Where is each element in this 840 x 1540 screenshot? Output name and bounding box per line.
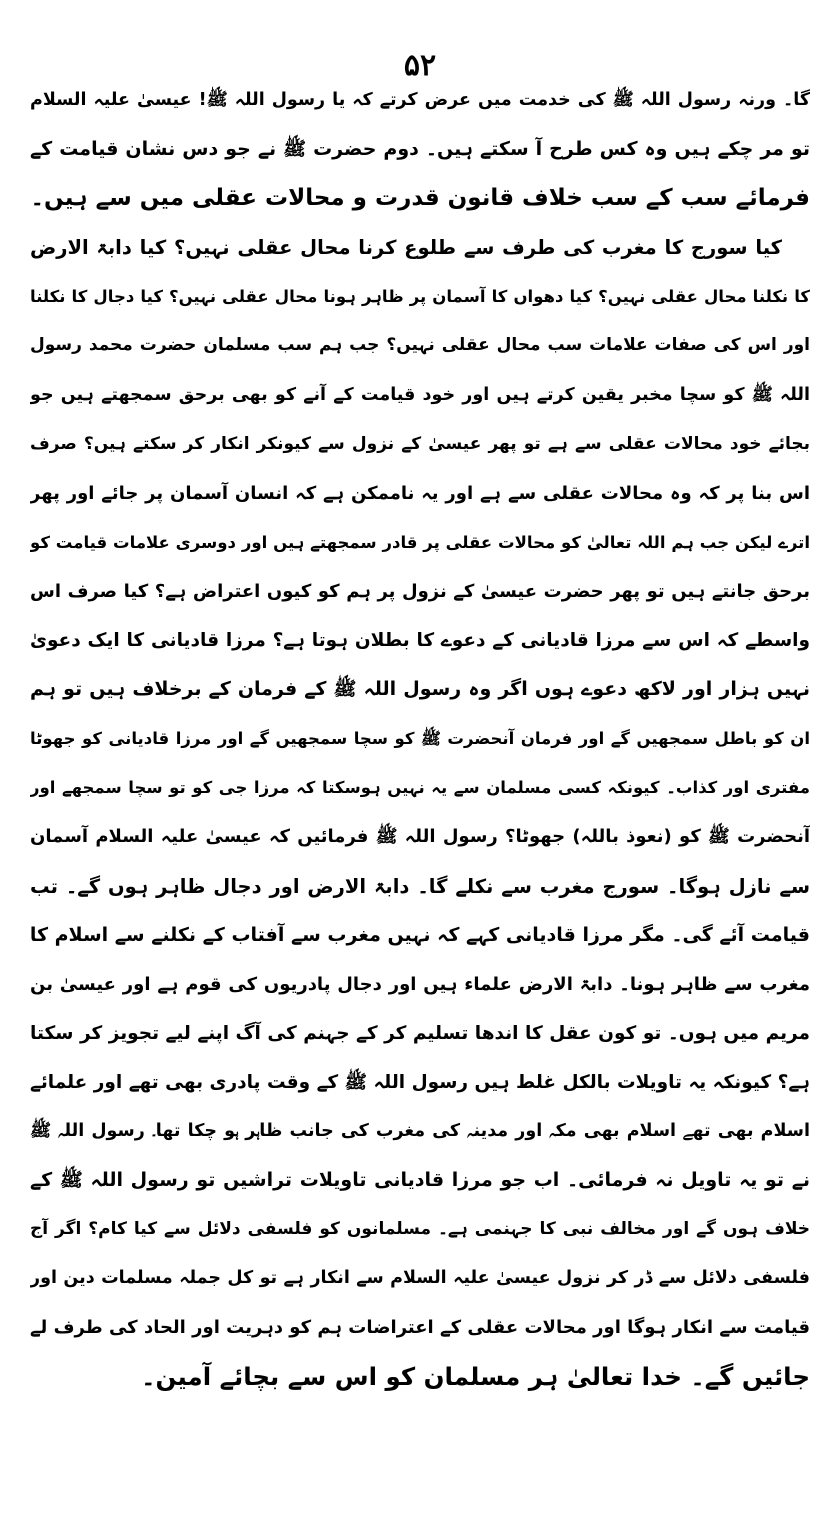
text-line: تو مر چکے ہیں وہ کس طرح آ سکتے ہیں۔ دوم حضرت ﷺ نے جو دس نشان قیامت کے — [30, 138, 810, 161]
text-line: واسطے کہ اس سے مرزا قادیانی کے دعوے کا بطلان ہوتا ہے؟ مرزا قادیانی کا ایک دعویٰ — [30, 630, 810, 652]
text-line: نے تو یہ تاویل نہ فرمائی۔ اب جو مرزا قادیانی تاویلات تراشیں تو رسول اللہ ﷺ کے — [30, 1169, 810, 1192]
text-line: اور اس کی صفات علامات سب محال عقلی نہیں؟ جب ہم سب مسلمان حضرت محمد رسول — [30, 335, 810, 356]
text-line: خلاف ہوں گے اور مخالف نبی کا جہنمی ہے۔ مسلمانوں کو فلسفی دلائل سے کیا کام؟ اگر آج — [30, 1219, 810, 1240]
text-line: مریم میں ہوں۔ تو کون عقل کا اندھا تسلیم کر کے جہنم کی آگ اپنے لیے تجویز کر سکتا — [30, 1022, 810, 1044]
text-line: ان کو باطل سمجھیں گے اور فرمان آنحضرت ﷺ کو سچا سمجھیں گے اور مرزا قادیانی کو جھوٹا — [30, 729, 810, 749]
text-line: گا۔ ورنہ رسول اللہ ﷺ کی خدمت میں عرض کرتے کہ یا رسول اللہ ﷺ! عیسیٰ علیہ السلام — [30, 90, 810, 110]
text-line: فرمائے سب کے سب خلاف قانون قدرت و محالات عقلی میں سے ہیں۔ — [30, 185, 810, 212]
text-line: جائیں گے۔ خدا تعالیٰ ہر مسلمان کو اس سے بچائے آمین۔ — [141, 1362, 810, 1392]
text-line: سے نازل ہوگا۔ سورج مغرب سے نکلے گا۔ دابۃ الارض اور دجال ظاہر ہوں گے۔ تب — [30, 874, 810, 898]
text-line: اترے لیکن جب ہم اللہ تعالیٰ کو محالات عقلی پر قادر سمجھتے ہیں اور دوسری علامات قیامت کو — [30, 532, 810, 552]
text-line: نہیں ہزار اور لاکھ دعوے ہوں اگر وہ رسول اللہ ﷺ کے فرمان کے برخلاف ہیں تو ہم — [30, 678, 810, 701]
text-line: کیا سورج کا مغرب کی طرف سے طلوع کرنا محال عقلی نہیں؟ کیا دابۃ الارض — [30, 236, 782, 260]
text-line: قیامت سے انکار ہوگا اور محالات عقلی کے اعتراضات ہم کو دہریت اور الحاد کی طرف لے — [30, 1317, 810, 1339]
text-line: برحق جانتے ہیں تو پھر حضرت عیسیٰ کے نزول پر ہم کو کیوں اعتراض ہے؟ کیا صرف اس — [30, 580, 810, 602]
text-line: مفتری اور کذاب۔ کیونکہ کسی مسلمان سے یہ نہیں ہوسکتا کہ مرزا جی کو تو سچا سمجھے اور — [30, 778, 810, 798]
text-line: کا نکلنا محال عقلی نہیں؟ کیا دھواں کا آسمان پر ظاہر ہونا محال عقلی نہیں؟ کیا دجال کا نکلنا — [30, 287, 810, 307]
text-line: اس بنا پر کہ وہ محالات عقلی سے ہے اور یہ ناممکن ہے کہ انسان آسمان پر جائے اور پھر — [30, 482, 810, 504]
page-number: ۵۲ — [403, 48, 437, 83]
text-line: بجائے خود محالات عقلی سے ہے تو پھر عیسیٰ کے نزول سے کیونکر انکار کر سکتے ہیں؟ صرف — [30, 433, 810, 454]
text-line: قیامت آئے گی۔ مگر مرزا قادیانی کہے کہ نہیں مغرب سے آفتاب کے نکلنے سے اسلام کا — [30, 923, 810, 946]
body-text — [30, 76, 810, 1402]
text-line: اللہ ﷺ کو سچا مخبر یقین کرتے ہیں اور خود قیامت کے آنے کو بھی برحق سمجھتے ہیں جو — [30, 384, 810, 405]
text-line: ہے؟ کیونکہ یہ تاویلات بالکل غلط ہیں رسول اللہ ﷺ کے وقت پادری بھی تھے اور علمائے — [30, 1071, 810, 1093]
text-line: فلسفی دلائل سے ڈر کر نزول عیسیٰ علیہ السلام سے انکار ہے تو کل جملہ مسلمات دین اور — [30, 1268, 810, 1289]
text-line: مغرب سے ظاہر ہونا۔ دابۃ الارض علماء ہیں اور دجال پادریوں کی قوم ہے اور عیسیٰ بن — [30, 973, 810, 995]
text-line: اسلام بھی تھے اسلام بھی مکہ اور مدینہ کی مغرب کی جانب ظاہر ہو چکا تھا۔ رسول اللہ ﷺ — [30, 1120, 810, 1141]
text-line: آنحضرت ﷺ کو (نعوذ باللہ) جھوٹا؟ رسول اللہ ﷺ فرمائیں کہ عیسیٰ علیہ السلام آسمان — [30, 826, 810, 848]
